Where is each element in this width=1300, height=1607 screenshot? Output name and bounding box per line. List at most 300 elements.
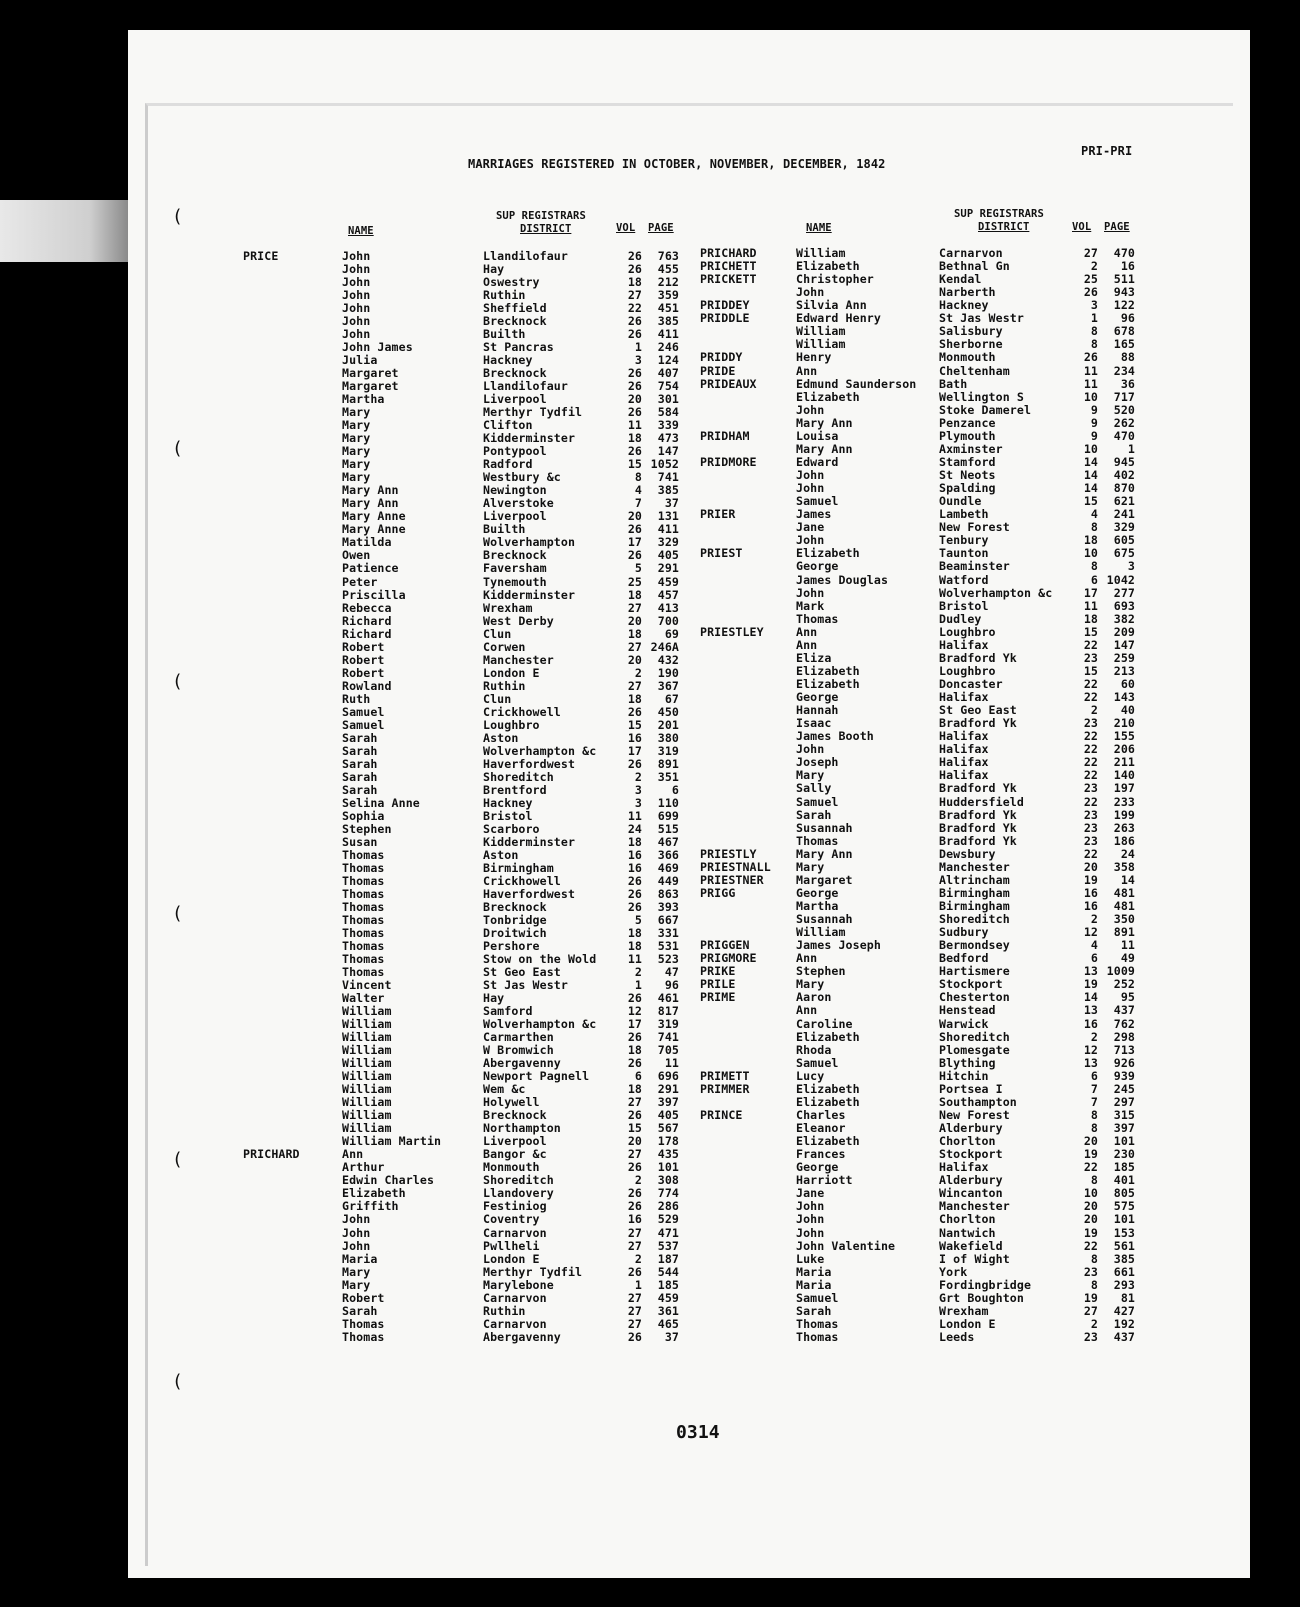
- entry-district: Clun: [483, 691, 512, 706]
- entry-page: 411: [657, 522, 679, 537]
- entry-vol: 26: [627, 366, 642, 381]
- entry-district: Oswestry: [483, 275, 540, 290]
- entry-vol: 1: [634, 1277, 642, 1292]
- entry-vol: 26: [627, 314, 642, 329]
- entry-district: Haverfordwest: [483, 886, 576, 901]
- entry-district: Chorlton: [939, 1212, 996, 1227]
- entry-page: 14: [1120, 872, 1135, 887]
- entry-page: 153: [1113, 1225, 1135, 1240]
- entry-forename: Susan: [342, 834, 378, 849]
- entry-vol: 26: [627, 1056, 642, 1071]
- page-header: PAGE: [648, 222, 674, 234]
- entry-forename: John: [796, 1212, 825, 1227]
- entry-vol: 12: [627, 1004, 642, 1019]
- entry-forename: Sarah: [342, 756, 378, 771]
- entry-page: 101: [1113, 1134, 1135, 1149]
- entry-district: Ruthin: [483, 678, 526, 693]
- entry-vol: 15: [627, 457, 642, 472]
- entry-district: Bath: [939, 376, 968, 391]
- entry-vol: 10: [1083, 1186, 1098, 1201]
- entry-page: 67: [664, 691, 679, 706]
- entry-page: 367: [657, 678, 679, 693]
- entry-page: 411: [657, 327, 679, 342]
- entry-forename: Thomas: [342, 873, 385, 888]
- entry-district: Halifax: [939, 690, 989, 705]
- entry-district: Plymouth: [939, 428, 996, 443]
- entry-vol: 8: [1090, 1107, 1098, 1122]
- entry-page: 24: [1120, 846, 1135, 861]
- entry-forename: Margaret: [342, 366, 399, 381]
- entry-page: 185: [657, 1277, 679, 1292]
- entry-forename: Sarah: [342, 782, 378, 797]
- entry-forename: Edwin Charles: [342, 1173, 435, 1188]
- entry-district: Birmingham: [939, 899, 1010, 913]
- entry-forename: John: [342, 1225, 371, 1240]
- entry-page: 277: [1113, 585, 1135, 600]
- entry-vol: 18: [627, 939, 642, 954]
- entry-district: Bradford Yk: [939, 650, 1017, 665]
- entry-district: Pontypool: [483, 444, 547, 459]
- entry-district: Taunton: [939, 546, 989, 561]
- entry-forename: John: [342, 1238, 371, 1253]
- entry-district: New Forest: [939, 520, 1010, 535]
- entry-vol: 26: [627, 991, 642, 1006]
- entry-forename: Elizabeth: [796, 1029, 860, 1044]
- entry-district: Bradford Yk: [939, 716, 1017, 731]
- entry-vol: 1: [1090, 311, 1098, 326]
- entry-district: Liverpool: [483, 392, 547, 407]
- entry-vol: 22: [1083, 637, 1098, 652]
- entry-page: 199: [1113, 807, 1135, 822]
- entry-forename: George: [796, 690, 839, 705]
- entry-vol: 1: [634, 340, 642, 355]
- entry-vol: 26: [1083, 350, 1098, 365]
- entry-page: 101: [657, 1160, 679, 1175]
- entry-forename: William: [342, 1043, 392, 1058]
- entry-district: Llandovery: [483, 1186, 554, 1201]
- entry-forename: Samuel: [796, 1055, 839, 1070]
- entry-forename: Elizabeth: [796, 676, 860, 691]
- entry-vol: 11: [1083, 598, 1098, 613]
- entry-page: 1042: [1106, 572, 1135, 587]
- entry-forename: Robert: [342, 652, 385, 667]
- entry-vol: 3: [1090, 298, 1098, 313]
- entry-vol: 15: [627, 1121, 642, 1136]
- entry-surname: PRIER: [700, 507, 736, 522]
- entry-district: Stockport: [939, 977, 1003, 992]
- entry-district: Ruthin: [483, 1303, 526, 1318]
- entry-forename: John: [342, 288, 371, 303]
- entry-forename: Priscilla: [342, 587, 406, 602]
- entry-forename: Mary: [342, 457, 371, 472]
- punch-hole-mark: (: [172, 1371, 183, 1392]
- entry-district: Chesterton: [939, 990, 1010, 1005]
- entry-page: 699: [657, 808, 679, 823]
- entry-forename: John: [342, 301, 371, 316]
- entry-district: Halifax: [939, 1160, 989, 1175]
- entry-forename: John: [796, 402, 825, 417]
- entry-district: Builth: [483, 522, 526, 537]
- entry-district: Hitchin: [939, 1068, 989, 1083]
- entry-page: 459: [657, 1290, 679, 1305]
- punch-hole-mark: (: [172, 206, 183, 227]
- entry-district: St Neots: [939, 468, 996, 483]
- entry-forename: Frances: [796, 1147, 846, 1162]
- entry-forename: Thomas: [342, 847, 385, 862]
- entry-page: 870: [1113, 481, 1135, 496]
- entry-forename: Louisa: [796, 428, 839, 443]
- entry-district: Halifax: [939, 742, 989, 757]
- district-header: DISTRICT: [520, 223, 572, 235]
- entry-district: I of Wight: [939, 1251, 1010, 1266]
- entry-forename: Rebecca: [342, 600, 392, 615]
- entry-page: 1052: [650, 457, 679, 472]
- entry-vol: 26: [627, 1160, 642, 1175]
- entry-vol: 7: [634, 496, 642, 511]
- entry-forename: Peter: [342, 574, 378, 589]
- entry-forename: John: [342, 262, 371, 277]
- entry-vol: 19: [1083, 1147, 1098, 1162]
- entry-vol: 26: [627, 548, 642, 563]
- entry-vol: 20: [627, 509, 642, 524]
- entry-forename: Sarah: [796, 1303, 832, 1318]
- entry-surname: PRIEST: [700, 546, 743, 561]
- entry-page: 470: [1113, 246, 1135, 260]
- entry-vol: 22: [1083, 846, 1098, 861]
- entry-forename: James Booth: [796, 729, 874, 744]
- entry-page: 393: [657, 900, 679, 914]
- entry-vol: 17: [627, 1017, 642, 1032]
- entry-page: 350: [1113, 912, 1135, 927]
- entry-forename: Sarah: [342, 769, 378, 784]
- entry-district: Brecknock: [483, 548, 547, 563]
- entry-vol: 10: [1083, 441, 1098, 456]
- entry-district: Stow on the Wold: [483, 952, 597, 967]
- entry-district: West Derby: [483, 613, 554, 628]
- entry-district: Birmingham: [483, 860, 554, 875]
- entry-forename: George: [796, 1160, 839, 1175]
- entry-district: London E: [483, 1251, 540, 1266]
- entry-district: Dudley: [939, 611, 982, 626]
- entry-vol: 16: [627, 730, 642, 745]
- entry-district: Sherborne: [939, 337, 1003, 352]
- entry-forename: Ann: [342, 1147, 364, 1162]
- entry-page: 209: [1113, 624, 1135, 639]
- entry-forename: Elizabeth: [796, 389, 860, 404]
- entry-vol: 26: [627, 379, 642, 394]
- entry-page: 96: [1120, 311, 1135, 326]
- entry-district: Stoke Damerel: [939, 402, 1032, 417]
- entry-surname: PRIDHAM: [700, 428, 750, 443]
- entry-vol: 6: [1090, 572, 1098, 587]
- entry-vol: 18: [627, 926, 642, 941]
- entry-surname: PRIME: [700, 990, 736, 1005]
- entry-page: 190: [657, 665, 679, 680]
- entry-forename: Ruth: [342, 691, 371, 706]
- entry-forename: John: [796, 468, 825, 483]
- entry-page: 178: [657, 1134, 679, 1149]
- entry-district: Marylebone: [483, 1277, 554, 1292]
- vol-header: VOL: [1072, 221, 1092, 233]
- entry-vol: 22: [1083, 755, 1098, 770]
- entry-page: 537: [657, 1238, 679, 1253]
- entry-forename: Samuel: [796, 494, 839, 509]
- entry-vol: 8: [1090, 559, 1098, 574]
- entry-district: Altrincham: [939, 872, 1010, 887]
- entry-forename: Jane: [796, 1186, 825, 1201]
- entry-page: 3: [1127, 559, 1135, 574]
- folio-number: 0314: [676, 1422, 720, 1443]
- entry-district: Shoreditch: [939, 912, 1010, 927]
- entry-page: 301: [657, 392, 679, 407]
- entry-forename: Ann: [796, 1003, 818, 1018]
- entry-district: Nantwich: [939, 1225, 996, 1240]
- entry-forename: Mary Ann: [796, 415, 853, 430]
- entry-page: 661: [1113, 1264, 1135, 1279]
- entry-district: Kidderminster: [483, 587, 576, 602]
- entry-vol: 22: [627, 301, 642, 316]
- entry-page: 192: [1113, 1316, 1135, 1331]
- entry-district: Henstead: [939, 1003, 996, 1018]
- entry-district: Bermondsey: [939, 938, 1010, 953]
- entry-page: 741: [657, 470, 679, 485]
- entry-district: Cheltenham: [939, 363, 1010, 378]
- entry-district: Halifax: [939, 755, 989, 770]
- entry-forename: Ann: [796, 637, 818, 652]
- entry-district: Sheffield: [483, 301, 547, 316]
- entry-vol: 16: [1083, 899, 1098, 913]
- entry-page: 96: [664, 978, 679, 993]
- entry-forename: William: [342, 1082, 392, 1097]
- entry-vol: 20: [627, 392, 642, 407]
- entry-page: 544: [657, 1264, 679, 1279]
- entry-forename: Mary Ann: [796, 846, 853, 861]
- entry-vol: 27: [627, 1316, 642, 1331]
- entry-forename: Selina Anne: [342, 795, 420, 810]
- entry-vol: 8: [1090, 1173, 1098, 1188]
- entry-vol: 8: [634, 470, 642, 485]
- entry-surname: PRIESTLEY: [700, 624, 764, 639]
- entry-vol: 26: [627, 1108, 642, 1123]
- entry-vol: 18: [627, 626, 642, 641]
- entry-vol: 26: [627, 1030, 642, 1045]
- entry-page: 143: [1113, 690, 1135, 705]
- entry-forename: Robert: [342, 665, 385, 680]
- entry-district: Abergavenny: [483, 1056, 561, 1071]
- entry-forename: Edmund Saunderson: [796, 376, 917, 391]
- entry-page: 101: [1113, 1212, 1135, 1227]
- entry-page: 206: [1113, 742, 1135, 757]
- entry-vol: 23: [1083, 716, 1098, 731]
- name-header: NAME: [348, 225, 374, 237]
- entry-vol: 18: [627, 1043, 642, 1058]
- entry-forename: Elizabeth: [796, 1094, 860, 1109]
- entry-vol: 8: [1090, 520, 1098, 535]
- entry-forename: Sarah: [342, 730, 378, 745]
- entry-surname: PRIDDY: [700, 350, 743, 365]
- entry-forename: Julia: [342, 353, 378, 368]
- entry-district: Droitwich: [483, 926, 547, 941]
- entry-surname: PRIESTLY: [700, 846, 757, 861]
- entry-district: Manchester: [939, 1199, 1010, 1214]
- entry-page: 584: [657, 405, 679, 420]
- entry-page: 471: [657, 1225, 679, 1240]
- entry-forename: Luke: [796, 1251, 825, 1266]
- entry-forename: Mary Anne: [342, 509, 406, 524]
- entry-district: Fordingbridge: [939, 1277, 1032, 1292]
- entry-district: Portsea I: [939, 1081, 1003, 1096]
- punch-hole-mark: (: [172, 438, 183, 459]
- entry-vol: 22: [1083, 768, 1098, 783]
- entry-page: 291: [657, 561, 679, 576]
- entry-district: Axminster: [939, 441, 1003, 456]
- entry-surname: PRIKE: [700, 964, 736, 979]
- entry-vol: 26: [627, 1329, 642, 1344]
- entry-district: Brentford: [483, 782, 547, 797]
- entry-vol: 5: [634, 561, 642, 576]
- entry-page: 693: [1113, 598, 1135, 613]
- entry-page: 210: [1113, 716, 1135, 731]
- entry-vol: 3: [634, 782, 642, 797]
- entry-forename: William: [796, 324, 846, 339]
- entry-district: Narberth: [939, 285, 996, 300]
- entry-forename: Thomas: [342, 965, 385, 980]
- entry-forename: John Valentine: [796, 1238, 896, 1253]
- entry-page: 122: [1113, 298, 1135, 313]
- entry-forename: Samuel: [796, 794, 839, 809]
- entry-page: 621: [1113, 494, 1135, 509]
- entry-district: Carmarthen: [483, 1030, 554, 1045]
- entry-district: Loughbro: [483, 717, 540, 732]
- entry-vol: 2: [1090, 1316, 1098, 1331]
- entry-vol: 22: [1083, 1238, 1098, 1253]
- entry-page: 385: [657, 483, 679, 498]
- entry-district: Bradford Yk: [939, 833, 1017, 848]
- entry-vol: 26: [627, 886, 642, 901]
- entry-vol: 16: [627, 1212, 642, 1227]
- entry-page: 297: [1113, 1094, 1135, 1109]
- entry-vol: 20: [1083, 1199, 1098, 1214]
- entry-vol: 15: [1083, 663, 1098, 678]
- entry-vol: 8: [1090, 1121, 1098, 1136]
- entry-page: 407: [657, 366, 679, 381]
- entry-vol: 14: [1083, 468, 1098, 483]
- entry-forename: Samuel: [342, 717, 385, 732]
- entry-page: 213: [1113, 663, 1135, 678]
- entry-page: 481: [1113, 885, 1135, 900]
- entry-vol: 16: [627, 860, 642, 875]
- entry-page: 291: [657, 1082, 679, 1097]
- entry-page: 397: [657, 1095, 679, 1110]
- entry-vol: 27: [627, 288, 642, 303]
- entry-district: Huddersfield: [939, 794, 1024, 809]
- entry-vol: 16: [1083, 885, 1098, 900]
- entry-district: Monmouth: [483, 1160, 540, 1175]
- entry-vol: 17: [627, 535, 642, 550]
- entry-district: Wolverhampton &c: [483, 1017, 597, 1032]
- entry-district: Hackney: [483, 795, 533, 810]
- entry-district: Alverstoke: [483, 496, 554, 511]
- entry-forename: John: [342, 327, 371, 342]
- entry-forename: Thomas: [796, 1316, 839, 1331]
- entry-page: 432: [657, 652, 679, 667]
- entry-page: 939: [1113, 1068, 1135, 1083]
- entry-page: 331: [657, 926, 679, 941]
- entry-forename: Susannah: [796, 912, 853, 927]
- entry-forename: William: [342, 1056, 392, 1071]
- entry-vol: 26: [1083, 285, 1098, 300]
- entry-page: 470: [1113, 428, 1135, 443]
- entry-vol: 27: [1083, 1303, 1098, 1318]
- entry-district: Kidderminster: [483, 834, 576, 849]
- entry-district: St Geo East: [483, 965, 561, 980]
- entry-district: Lambeth: [939, 507, 989, 522]
- entry-forename: Mary Ann: [342, 483, 399, 498]
- entry-forename: Thomas: [342, 913, 385, 928]
- entry-vol: 12: [1083, 1042, 1098, 1057]
- entry-district: Plomesgate: [939, 1042, 1010, 1057]
- entry-district: Watford: [939, 572, 989, 587]
- entry-forename: Mary: [796, 859, 825, 874]
- entry-forename: Richard: [342, 613, 392, 628]
- entry-page: 943: [1113, 285, 1135, 300]
- entry-vol: 14: [1083, 454, 1098, 469]
- entry-forename: Owen: [342, 548, 371, 563]
- entry-surname: PRICHARD: [700, 246, 757, 260]
- entry-vol: 26: [627, 444, 642, 459]
- entry-page: 359: [657, 288, 679, 303]
- punch-hole-mark: (: [172, 903, 183, 924]
- entry-page: 140: [1113, 768, 1135, 783]
- entry-page: 717: [1113, 389, 1135, 404]
- entry-vol: 19: [1083, 977, 1098, 992]
- entry-vol: 27: [627, 1290, 642, 1305]
- entry-district: Aston: [483, 730, 519, 745]
- entry-vol: 2: [1090, 259, 1098, 274]
- district-header: DISTRICT: [978, 221, 1030, 233]
- entry-district: Brecknock: [483, 900, 547, 914]
- entry-vol: 22: [1083, 690, 1098, 705]
- entry-forename: William: [342, 1030, 392, 1045]
- entry-forename: Arthur: [342, 1160, 385, 1175]
- entry-district: St Jas Westr: [939, 311, 1024, 326]
- entry-page: 515: [657, 821, 679, 836]
- entry-page: 762: [1113, 1016, 1135, 1031]
- entry-district: Pershore: [483, 939, 540, 954]
- entry-page: 575: [1113, 1199, 1135, 1214]
- entry-surname: PRILE: [700, 977, 736, 992]
- entry-forename: George: [796, 559, 839, 574]
- entry-district: Manchester: [939, 859, 1010, 874]
- entry-forename: Maria: [342, 1251, 378, 1266]
- entry-district: Stamford: [939, 454, 996, 469]
- entry-vol: 11: [1083, 376, 1098, 391]
- entry-forename: Edward: [796, 454, 839, 469]
- entry-district: Southampton: [939, 1094, 1017, 1109]
- entry-district: Wrexham: [939, 1303, 989, 1318]
- entry-district: W Bromwich: [483, 1043, 554, 1058]
- entry-vol: 18: [1083, 533, 1098, 548]
- entry-vol: 2: [634, 769, 642, 784]
- entry-page: 361: [657, 1303, 679, 1318]
- entry-page: 201: [657, 717, 679, 732]
- entry-forename: Elizabeth: [796, 259, 860, 274]
- entry-district: Pwllheli: [483, 1238, 540, 1253]
- entry-page: 713: [1113, 1042, 1135, 1057]
- entry-surname: PRINCE: [700, 1107, 743, 1122]
- entry-district: New Forest: [939, 1107, 1010, 1122]
- entry-forename: Isaac: [796, 716, 832, 731]
